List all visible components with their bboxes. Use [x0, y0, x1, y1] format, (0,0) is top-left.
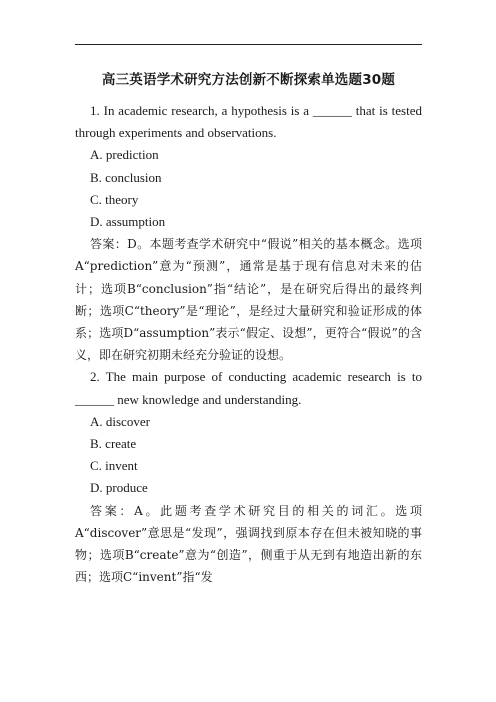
question-1-answer: 答案：D。本题考查学术研究中“假说”相关的基本概念。选项A“prediction”意为“预测”，通常是基于现有信息对未来的估计；选项B“conclusion”指“结论”，是在研究后得出的最终判断；选项C“theory”是“理论”，是经过大量研究和验证形成的体系；选项D“assumption”表示“假定、设想”，更符合“假说”的含义，即在研究初期未经充分验证的设想。: [75, 237, 422, 363]
question-1-option-d: D. assumption: [90, 214, 166, 230]
question-2-option-d: D. produce: [90, 480, 148, 496]
document-title: 高三英语学术研究方法创新不断探索单选题30题: [101, 72, 396, 88]
document-body: [75, 100, 422, 588]
question-1-option-c: C. theory: [90, 191, 139, 207]
question-2-option-c: C. invent: [90, 458, 138, 474]
question-1-option-b: B. conclusion: [90, 169, 162, 185]
question-2-answer: 答案：A。此题考查学术研究目的相关的词汇。选项A“discover”意思是“发现”，强调找到原本存在但未被知晓的事物；选项B“create”意为“创造”，侧重于从无到有地造出新的东西；选项C“invent”指“发: [75, 503, 422, 585]
question-1-option-a: A. prediction: [90, 147, 159, 163]
question-2-option-a: A. discover: [90, 413, 150, 429]
header-rule: [75, 44, 422, 45]
question-2-option-b: B. create: [90, 436, 137, 452]
question-1-stem: 1. In academic research, a hypothesis is a ______ that is tested through experiments and observations.: [75, 103, 422, 141]
question-2-stem: 2. The main purpose of conducting academic research is to ______ new knowledge and understanding.: [75, 369, 422, 407]
